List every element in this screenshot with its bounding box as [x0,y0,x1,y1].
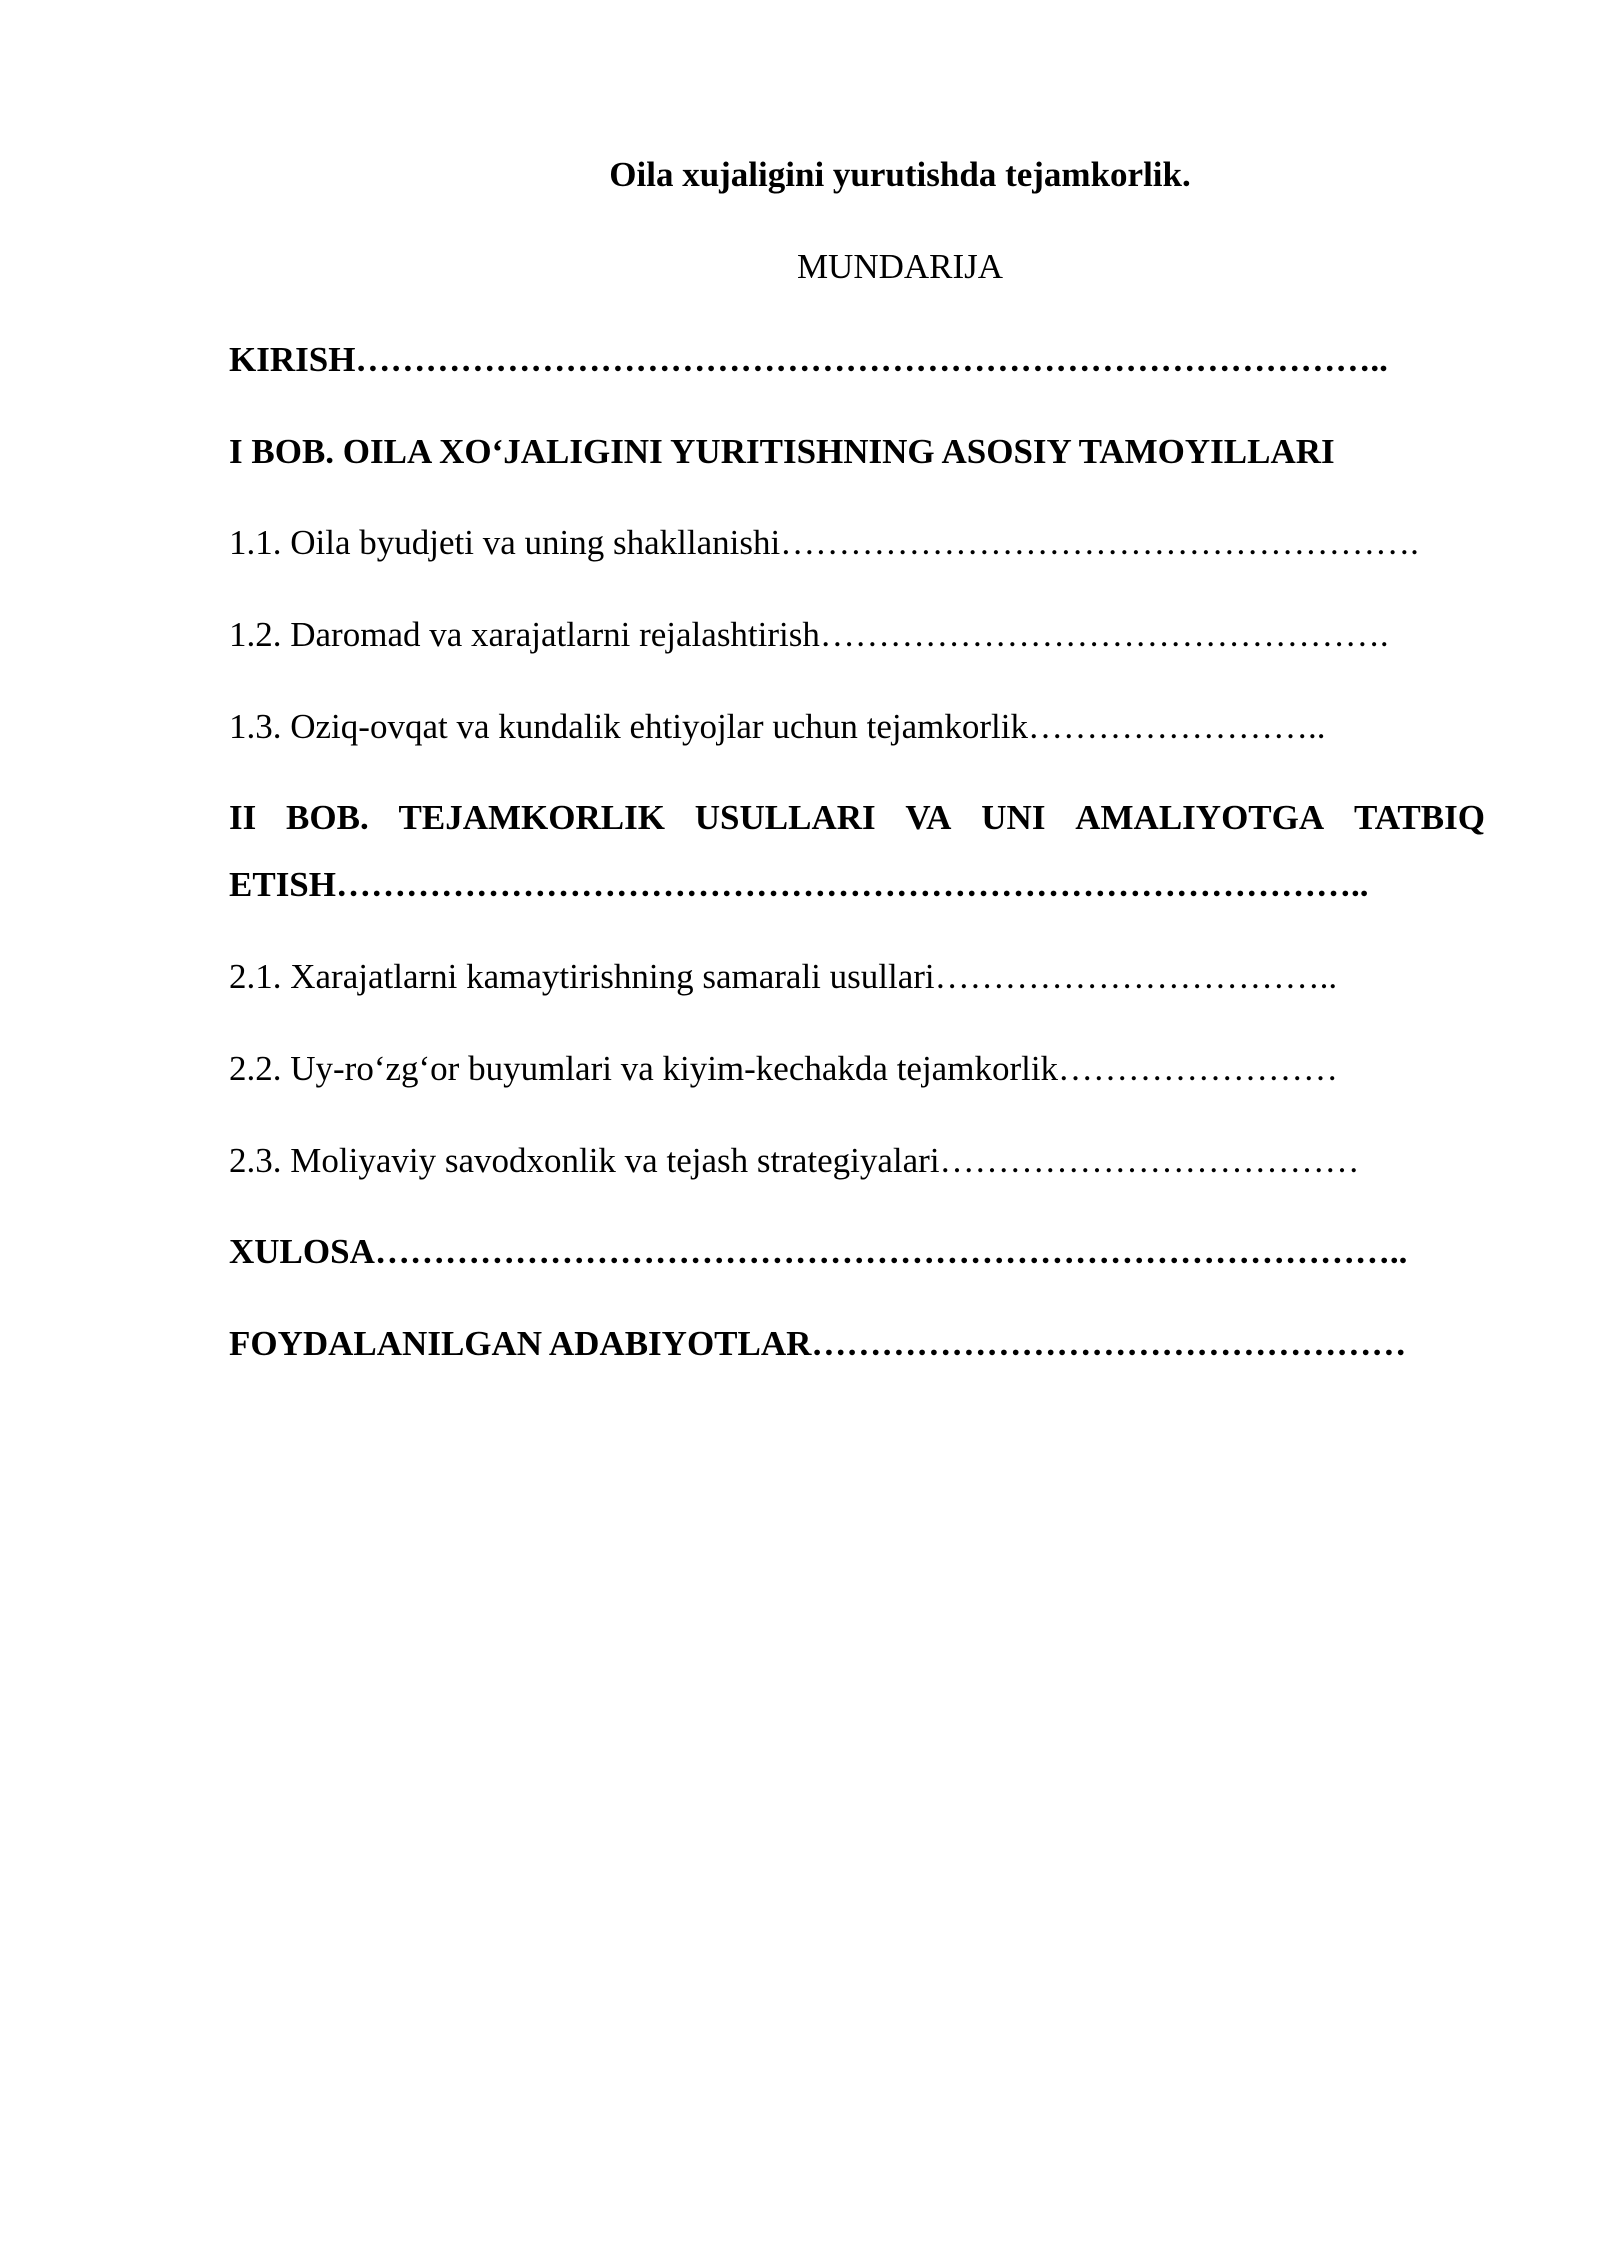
toc-entry-1-3: 1.3. Oziq-ovqat va kundalik ehtiyojlar uchun tejamkorlik…………………….. [229,707,1326,746]
document-title: Oila xujaligini yurutishda tejamkorlik. [609,155,1191,194]
chapter-2-word: UNI [981,798,1046,837]
chapter-2-word: BOB. [286,798,369,837]
toc-entry-1-1: 1.1. Oila byudjeti va uning shakllanishi………………………………………………. [229,523,1419,562]
toc-entry-chapter-1: I BOB. OILA XO‘JALIGINI YURITISHNING ASOSIY TAMOYILLARI [229,432,1335,471]
chapter-2-word: TEJAMKORLIK [398,798,665,837]
chapter-2-word: II [229,798,257,837]
chapter-2-word: USULLARI [694,798,876,837]
toc-entry-intro: KIRISH…………………………………………………………………………….. [229,340,1388,379]
chapter-2-word: VA [905,798,952,837]
toc-entry-chapter-2 [229,793,1485,843]
toc-entry-chapter-2-continued: ETISH…………………………………………………………………………….. [229,865,1369,904]
toc-entry-references: FOYDALANILGAN ADABIYOTLAR…………………………………………… [229,1324,1407,1363]
chapter-2-word: TATBIQ [1353,798,1485,837]
toc-heading: MUNDARIJA [796,247,1004,286]
chapter-2-word: AMALIYOTGA [1075,798,1325,837]
toc-entry-1-2: 1.2. Daromad va xarajatlarni rejalashtirish…………………………………………. [229,615,1389,654]
toc-entry-2-2: 2.2. Uy-ro‘zg‘or buyumlari va kiyim-kechakda tejamkorlik…………………… [229,1049,1339,1088]
toc-entry-2-3: 2.3. Moliyaviy savodxonlik va tejash strategiyalari……………………………… [229,1141,1360,1180]
toc-entry-2-1: 2.1. Xarajatlarni kamaytirishning samarali usullari…………………………….. [229,957,1338,996]
toc-entry-conclusion: XULOSA…………………………………………………………………………….. [229,1232,1408,1271]
